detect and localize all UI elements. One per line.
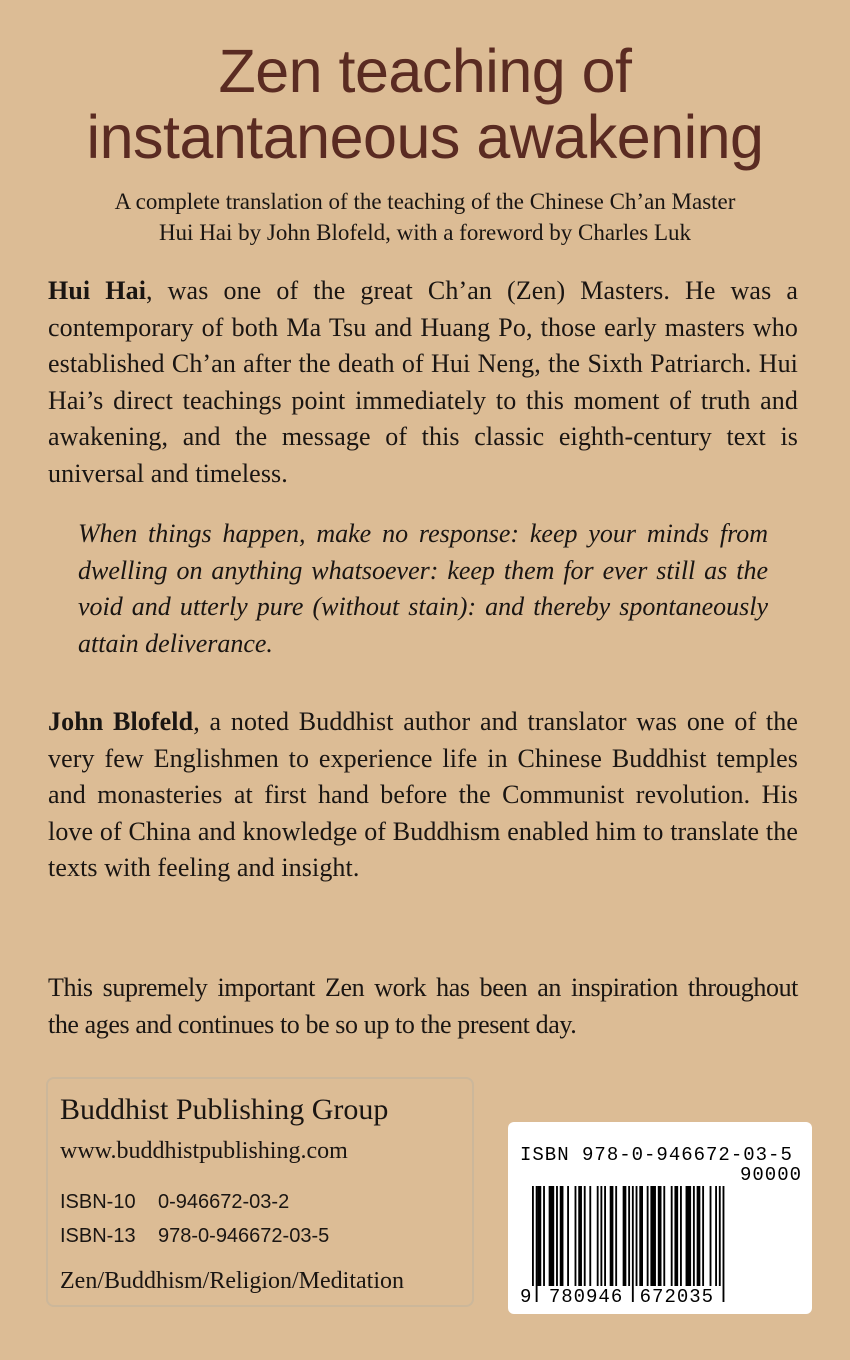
barcode-bar [715, 1186, 717, 1286]
barcode-bar [686, 1186, 692, 1286]
barcode-bar [600, 1186, 602, 1286]
barcode-bar [628, 1186, 630, 1286]
barcode-bar [556, 1186, 558, 1286]
john-blofeld-paragraph [48, 704, 798, 887]
barcode-group-1: 780946 [548, 1286, 624, 1308]
publisher-url[interactable]: www.buddhistpublishing.com [60, 1138, 348, 1164]
barcode-digits [518, 1286, 716, 1308]
subject-categories: Zen/Buddhism/Religion/Meditation [60, 1268, 404, 1294]
barcode-bar [610, 1186, 614, 1286]
closing-paragraph: This supremely important Zen work has been an inspiration throughout the ages and continues to be so up to the present day. [48, 973, 798, 1039]
isbn-13-value: 978-0-946672-03-5 [158, 1225, 330, 1247]
barcode-group-2: 672035 [639, 1286, 715, 1308]
publisher-name: Buddhist Publishing Group [60, 1093, 389, 1126]
barcode-bar [575, 1186, 577, 1286]
hui-hai-text: , was one of the great Ch’an (Zen) Masters. He was a contemporary of both Ma Tsu and Huang Po, those early masters who established Ch’an after the death of Hui Neng, the Sixth Patriarch. Hui Hai’s direct teachings point immediately to this moment of truth and awakening, and the message of this classic eighth-century text is universal and timeless. [48, 276, 798, 488]
book-title-line-2: instantaneous awakening [86, 103, 764, 171]
barcode-bar [693, 1186, 695, 1286]
barcode-bar [584, 1186, 586, 1286]
hui-hai-name: Hui Hai [48, 276, 147, 305]
isbn-13-line [60, 1225, 329, 1248]
barcode-bar [532, 1186, 534, 1302]
barcode-bars [532, 1186, 802, 1302]
barcode-bar [589, 1186, 591, 1286]
barcode-bar [639, 1186, 643, 1286]
barcode-bar [536, 1186, 538, 1302]
john-blofeld-text: , a noted Buddhist author and translator was one of the very few Englishmen to experience life in Chinese Buddhist temples and monasteries at first hand before the Communist revolution. His love of China and knowledge of Buddhism enabled him to translate the texts with feeling and insight. [48, 707, 798, 882]
barcode-bar [723, 1186, 725, 1302]
barcode-bar [650, 1186, 656, 1286]
barcode-lead-digit: 9 [520, 1286, 533, 1308]
barcode-bar [663, 1186, 665, 1286]
isbn-10-value: 0-946672-03-2 [158, 1191, 290, 1213]
barcode-isbn-text: ISBN 978-0-946672-03-5 [520, 1144, 793, 1166]
barcode-bar [697, 1186, 701, 1286]
subtitle [0, 186, 850, 248]
barcode-bar [623, 1186, 627, 1286]
hui-hai-paragraph [48, 273, 798, 492]
barcode-bar [578, 1186, 582, 1286]
barcode-bar [710, 1186, 712, 1286]
quote: When things happen, make no response: keep your minds from dwelling on anything whatsoever: keep them for ever still as the void and utterly pure (without stain): and thereby spontaneously attain deliverance. [78, 519, 768, 658]
john-blofeld-name: John Blofeld [48, 707, 194, 736]
barcode-bar [543, 1186, 545, 1286]
barcode-bar [549, 1186, 555, 1286]
barcode-bar [560, 1186, 564, 1286]
barcode-bar [671, 1186, 673, 1286]
barcode-bar [680, 1186, 682, 1286]
barcode-bar [719, 1186, 721, 1286]
isbn-10-line [60, 1191, 289, 1214]
barcode-bar [674, 1186, 678, 1286]
barcode-box [508, 1122, 812, 1314]
barcode-bar [658, 1186, 662, 1286]
barcode-bar [636, 1186, 638, 1286]
publisher-box [46, 1077, 474, 1307]
subtitle-line-1: A complete translation of the teaching of the Chinese Ch’an Master [114, 189, 736, 214]
barcode-bar [538, 1186, 542, 1286]
subtitle-line-2: Hui Hai by John Blofeld, with a foreword by Charles Luk [158, 220, 692, 245]
book-title-line-1: Zen teaching of [218, 37, 632, 105]
barcode-bar [597, 1186, 599, 1286]
isbn-13-label: ISBN-13 [60, 1225, 136, 1247]
barcode-bar [702, 1186, 704, 1286]
barcode-bar [604, 1186, 606, 1286]
barcode-bar [647, 1186, 649, 1286]
barcode-bar [632, 1186, 634, 1302]
book-title [0, 38, 850, 170]
barcode-price-code: 90000 [739, 1164, 802, 1186]
isbn-10-label: ISBN-10 [60, 1191, 136, 1213]
barcode-bar [567, 1186, 569, 1286]
barcode-bar [615, 1186, 617, 1286]
